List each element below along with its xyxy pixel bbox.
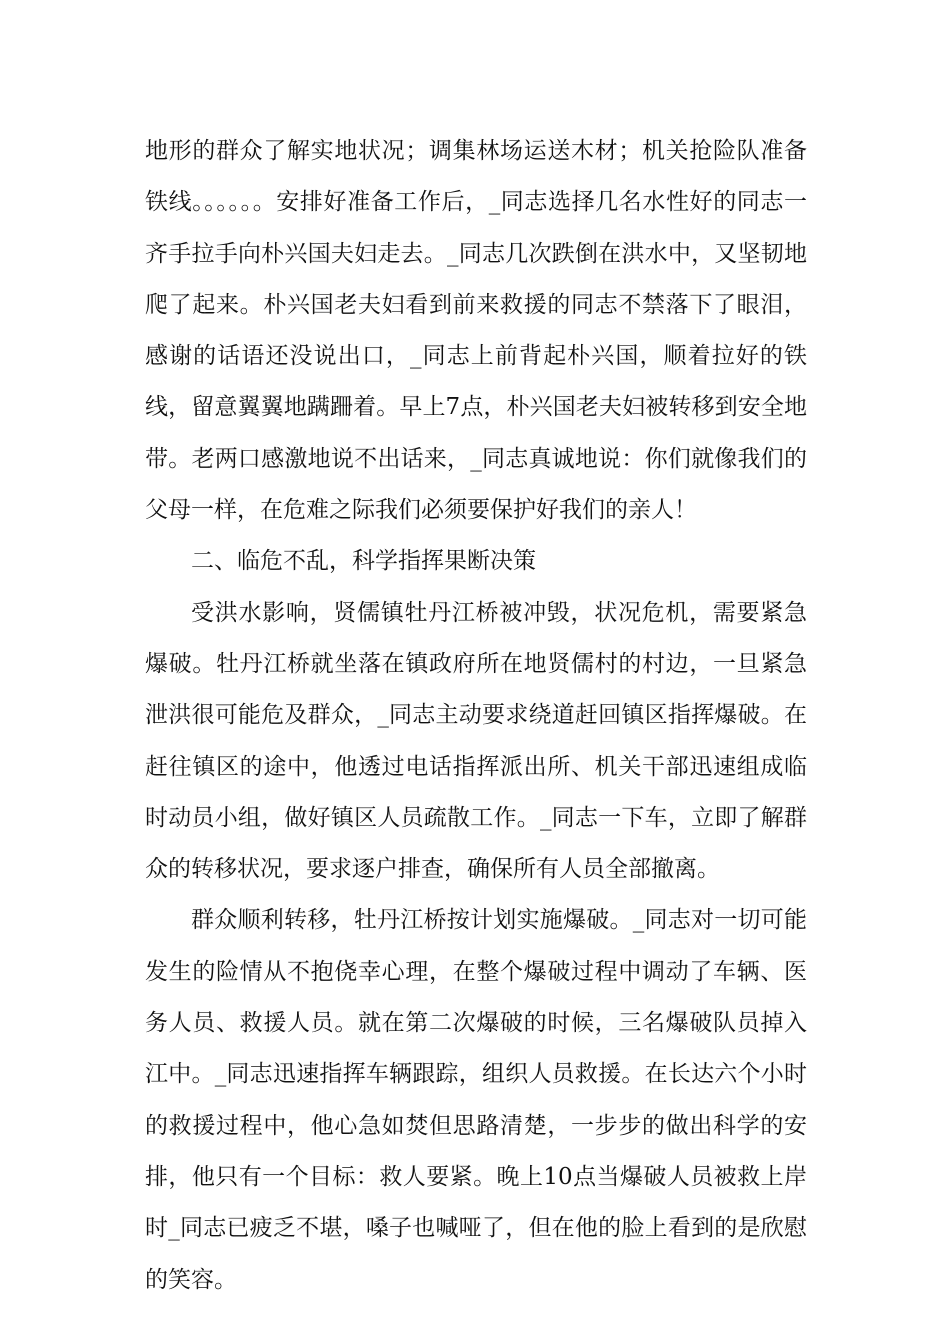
document-body	[145, 126, 807, 1306]
paragraph-rescue-continuation: 地形的群众了解实地状况；调集林场运送木材；机关抢险队准备铁线。。。。。。安排好准备工作后，_同志选择几名水性好的同志一齐手拉手向朴兴国夫妇走去。_同志几次跌倒在洪水中，又坚韧地爬了起来。朴兴国老夫妇看到前来救援的同志不禁落下了眼泪，感谢的话语还没说出口，_同志上前背起朴兴国，顺着拉好的铁线，留意翼翼地蹒跚着。早上7点，朴兴国老夫妇被转移到安全地带。老两口感激地说不出话来，_同志真诚地说：你们就像我们的父母一样，在危难之际我们必须要保护好我们的亲人！	[145, 138, 807, 524]
section-heading-2: 二、临危不乱，科学指挥果断决策	[191, 548, 536, 575]
paragraph-bridge-blasting: 受洪水影响，贤儒镇牡丹江桥被冲毁，状况危机，需要紧急爆破。牡丹江桥就坐落在镇政府所在地贤儒村的村边，一旦紧急泄洪很可能危及群众，_同志主动要求绕道赶回镇区指挥爆破。在赶往镇区的途中，他透过电话指挥派出所、机关干部迅速组成临时动员小组，做好镇区人员疏散工作。_同志一下车，立即了解群众的转移状况，要求逐户排查，确保所有人员全部撤离。	[145, 599, 807, 883]
paragraph-rescue-operation: 群众顺利转移，牡丹江桥按计划实施爆破。_同志对一切可能发生的险情从不抱侥幸心理，在整个爆破过程中调动了车辆、医务人员、救援人员。就在第二次爆破的时候，三名爆破队员掉入江中。_同志迅速指挥车辆跟踪，组织人员救援。在长达六个小时的救援过程中，他心急如焚但思路清楚，一步步的做出科学的安排，他只有一个目标：救人要紧。晚上10点当爆破人员被救上岸时_同志已疲乏不堪，嗓子也喊哑了，但在他的脸上看到的是欣慰的笑容。	[145, 907, 807, 1293]
